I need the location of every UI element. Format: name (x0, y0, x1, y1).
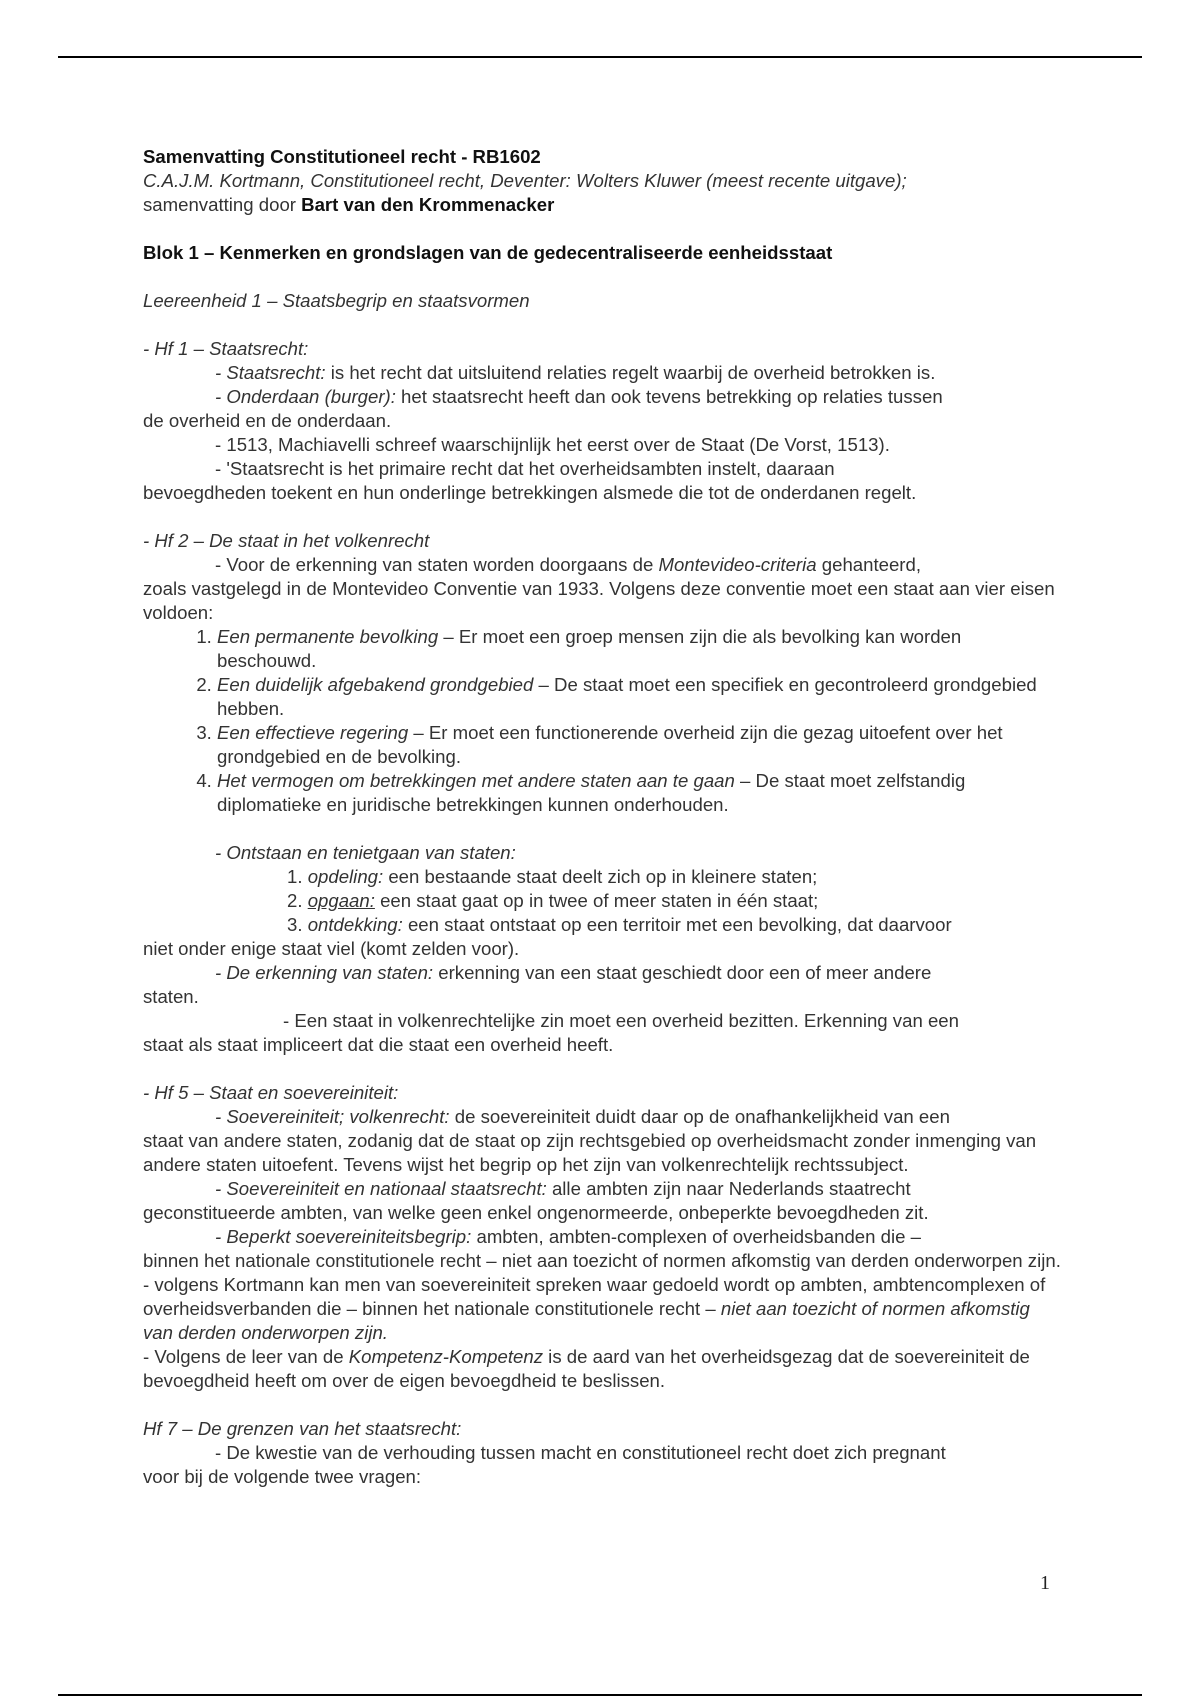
montevideo-criteria-list (143, 625, 1063, 817)
hf1-bullet-definition: - 'Staatsrecht is het primaire recht dat het overheidsambten instelt, daaraan (215, 458, 835, 479)
hf5-bullet-nationaal: - Soevereiniteit en nationaal staatsrecht: alle ambten zijn naar Nederlands staatrecht (215, 1178, 911, 1199)
hf5-bullet-beperkt-cont: binnen het nationale constitutionele recht – niet aan toezicht of normen afkomstig van derden onderworpen zijn. (143, 1250, 1061, 1271)
hf5-heading: - Hf 5 – Staat en soevereiniteit: (143, 1082, 399, 1103)
hf2-heading: - Hf 2 – De staat in het volkenrecht (143, 530, 430, 551)
hf5-bullet-volkenrecht: - Soevereiniteit; volkenrecht: de soevereiniteit duidt daar op de onafhankelijkheid van een (215, 1106, 950, 1127)
erkenning-sub-bullet-cont: staat als staat impliceert dat die staat een overheid heeft. (143, 1034, 614, 1055)
document-body (143, 145, 1063, 1489)
hf7-heading: Hf 7 – De grenzen van het staatsrecht: (143, 1418, 462, 1439)
erkenning-sub-bullet: - Een staat in volkenrechtelijke zin moet een overheid bezitten. Erkenning van een (283, 1010, 959, 1031)
criterion-item: 3. Een effectieve regering – Er moet een functionerende overheid zijn die gezag uitoefent over het grondgebied en de bevolking. (217, 721, 1063, 769)
criterion-item: 1. Een permanente bevolking – Er moet een groep mensen zijn die als bevolking kan worden beschouwd. (217, 625, 1063, 673)
hf7-bullet-cont: voor bij de volgende twee vragen: (143, 1466, 422, 1487)
hf1-heading: - Hf 1 – Staatsrecht: (143, 338, 309, 359)
hf5-bullet-volkenrecht-cont: staat van andere staten, zodanig dat de staat op zijn rechtsgebied op overheidsmacht zonder inmenging van andere staten uitoefent. Tevens wijst het begrip op het zijn van volkenrechtelijk rechtssubject. (143, 1130, 1037, 1175)
hf1-bullet-onderdaan-cont: de overheid en de onderdaan. (143, 410, 392, 431)
hf1-bullet-machiavelli: - 1513, Machiavelli schreef waarschijnlijk het eerst over de Staat (De Vorst, 1513). (215, 434, 890, 455)
hf5-kompetenz-paragraph: - Volgens de leer van de Kompetenz-Kompetenz is de aard van het overheidsgezag dat de soevereiniteit de bevoegdheid heeft om over de eigen bevoegdheid te beslissen. (143, 1346, 1030, 1391)
hf5-bullet-beperkt: - Beperkt soevereiniteitsbegrip: ambten, ambten-complexen of overheidsbanden die – (215, 1226, 921, 1247)
hf2-intro-cont: zoals vastgelegd in de Montevideo Conventie van 1933. Volgens deze conventie moet een staat aan vier eisen voldoen: (143, 578, 1055, 623)
ontstaan-item-opgaan: 2. opgaan: een staat gaat op in twee of meer staten in één staat; (287, 890, 819, 911)
ontstaan-item-ontdekking: 3. ontdekking: een staat ontstaat op een territoir met een bevolking, dat daarvoor (287, 914, 952, 935)
hf5-bullet-nationaal-cont: geconstitueerde ambten, van welke geen enkel ongenormeerde, onbeperkte bevoegdheden zit. (143, 1202, 929, 1223)
citation: C.A.J.M. Kortmann, Constitutioneel recht, Deventer: Wolters Kluwer (meest recente uitgave); (143, 170, 907, 191)
ontstaan-heading: - Ontstaan en tenietgaan van staten: (215, 842, 516, 863)
hf1-bullet-definition-cont: bevoegdheden toekent en hun onderlinge betrekkingen alsmede die tot de onderdanen regelt. (143, 482, 917, 503)
blok-heading: Blok 1 – Kenmerken en grondslagen van de gedecentraliseerde eenheidsstaat (143, 242, 833, 263)
ontstaan-item-opdeling: 1. opdeling: een bestaande staat deelt zich op in kleinere staten; (287, 866, 818, 887)
document-title: Samenvatting Constitutioneel recht - RB1602 (143, 146, 541, 167)
criterion-item: 4. Het vermogen om betrekkingen met andere staten aan te gaan – De staat moet zelfstandig diplomatieke en juridische betrekkingen kunnen onderhouden. (217, 769, 1063, 817)
hf1-bullet-staatsrecht: - Staatsrecht: is het recht dat uitsluitend relaties regelt waarbij de overheid betrokken is. (215, 362, 936, 383)
bottom-rule (58, 1694, 1142, 1696)
author: Bart van den Krommenacker (301, 194, 555, 215)
ontstaan-item-ontdekking-cont: niet onder enige staat viel (komt zelden voor). (143, 938, 520, 959)
hf5-kortmann-paragraph: - volgens Kortmann kan men van soevereiniteit spreken waar gedoeld wordt op ambten, ambtencomplexen of overheidsverbanden die – binnen het nationale constitutionele recht – niet aan toezicht of normen afkomstig van derden onderworpen zijn. (143, 1274, 1046, 1343)
hf2-intro: - Voor de erkenning van staten worden doorgaans de Montevideo-criteria gehanteerd, (215, 554, 922, 575)
byline: samenvatting door Bart van den Krommenacker (143, 194, 555, 215)
top-rule (58, 56, 1142, 58)
page-number: 1 (1040, 1572, 1050, 1594)
criterion-item: 2. Een duidelijk afgebakend grondgebied – De staat moet een specifiek en gecontroleerd grondgebied hebben. (217, 673, 1063, 721)
hf1-bullet-onderdaan: - Onderdaan (burger): het staatsrecht heeft dan ook tevens betrekking op relaties tussen (215, 386, 943, 407)
leereenheid-heading: Leereenheid 1 – Staatsbegrip en staatsvormen (143, 290, 530, 311)
erkenning-bullet: - De erkenning van staten: erkenning van een staat geschiedt door een of meer andere (215, 962, 932, 983)
erkenning-bullet-cont: staten. (143, 986, 199, 1007)
hf7-bullet: - De kwestie van de verhouding tussen macht en constitutioneel recht doet zich pregnant (215, 1442, 946, 1463)
